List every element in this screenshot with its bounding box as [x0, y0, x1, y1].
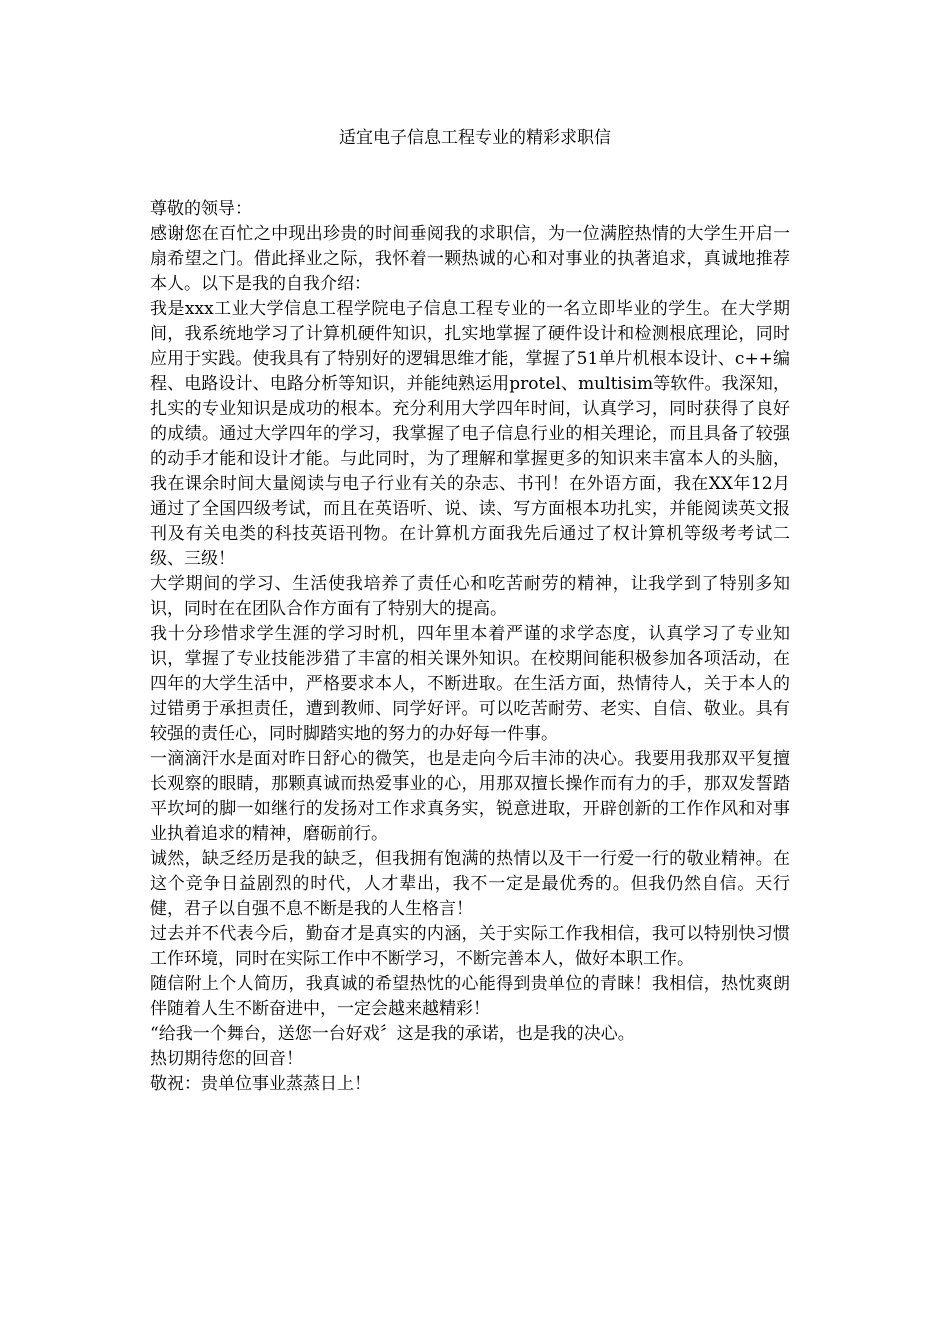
paragraph-promise: “给我一个舞台，送您一台好戏〞这是我的承诺，也是我的决心。	[150, 1024, 635, 1044]
paragraph-resume: 随信附上个人简历，我真诚的希望热忱的心能得到贵单位的青睐！我相信，热忱爽朗伴随着人生不断奋进中，一定会越来越精彩！	[150, 974, 790, 1019]
paragraph-confidence: 诚然，缺乏经历是我的缺乏，但我拥有饱满的热情以及干一行爱一行的敬业精神。在这个竞争日益剧烈的时代，人才辈出，我不一定是最优秀的。但我仍然自信。天行健，君子以自强不息不断是我的人生格言！	[150, 849, 790, 919]
paragraph-teamwork: 大学期间的学习、生活使我培养了责任心和吃苦耐劳的精神，让我学到了特别多知识，同时在在团队合作方面有了特别大的提高。	[150, 574, 790, 619]
closing: 敬祝：贵单位事业蒸蒸日上！	[150, 1074, 371, 1094]
letter-body	[150, 197, 790, 1097]
paragraph-work-attitude: 过去并不代表今后，勤奋才是真实的内涵，关于实际工作我相信，我可以特别快习惯工作环境，同时在实际工作中不断学习，不断完善本人，做好本职工作。	[150, 924, 790, 969]
paragraph-intro: 感谢您在百忙之中现出珍贵的时间垂阅我的求职信，为一位满腔热情的大学生开启一扇希望之门。借此择业之际，我怀着一颗热诚的心和对事业的执著追求，真诚地推荐本人。以下是我的自我介绍：	[150, 224, 790, 294]
paragraph-campus-life: 我十分珍惜求学生涯的学习时机，四年里本着严谨的求学态度，认真学习了专业知识，掌握了专业技能涉猎了丰富的相关课外知识。在校期间能积极参加各项活动，在四年的大学生活中，严格要求本人，不断进取。在生活方面，热情待人，关于本人的过错勇于承担责任，遭到教师、同学好评。可以吃苦耐劳、老实、自信、敬业。具有较强的责任心，同时脚踏实地的努力的办好每一件事。	[150, 624, 790, 744]
paragraph-education: 我是xxx工业大学信息工程学院电子信息工程专业的一名立即毕业的学生。在大学期间，我系统地学习了计算机硬件知识，扎实地掌握了硬件设计和检测根底理论，同时应用于实践。使我具有了特别好的逻辑思维才能，掌握了51单片机根本设计、c++编程、电路设计、电路分析等知识，并能纯熟运用protel、multisim等软件。我深知，扎实的专业知识是成功的根本。充分利用大学四年时间，认真学习，同时获得了良好的成绩。通过大学四年的学习，我掌握了电子信息行业的相关理论，而且具备了较强的动手才能和设计才能。与此同时，为了理解和掌握更多的知识来丰富本人的头脑，我在课余时间大量阅读与电子行业有关的杂志、书刊！在外语方面，我在XX年12月通过了全国四级考试，而且在英语听、说、读、写方面根本功扎实，并能阅读英文报刊及有关电类的科技英语刊物。在计算机方面我先后通过了权计算机等级考考试二级、三级！	[150, 299, 790, 569]
paragraph-await-reply: 热切期待您的回音！	[150, 1049, 303, 1069]
document-title: 适宜电子信息工程专业的精彩求职信	[339, 128, 611, 148]
salutation: 尊敬的领导：	[150, 199, 252, 219]
paragraph-determination: 一滴滴汗水是面对昨日舒心的微笑，也是走向今后丰沛的决心。我要用我那双平复擅长观察的眼睛，那颗真诚而热爱事业的心，用那双擅长操作而有力的手，那双发誓踏平坎坷的脚一如继行的发扬对工作求真务实，锐意进取，开辟创新的工作作风和对事业执着追求的精神，磨砺前行。	[150, 749, 790, 844]
